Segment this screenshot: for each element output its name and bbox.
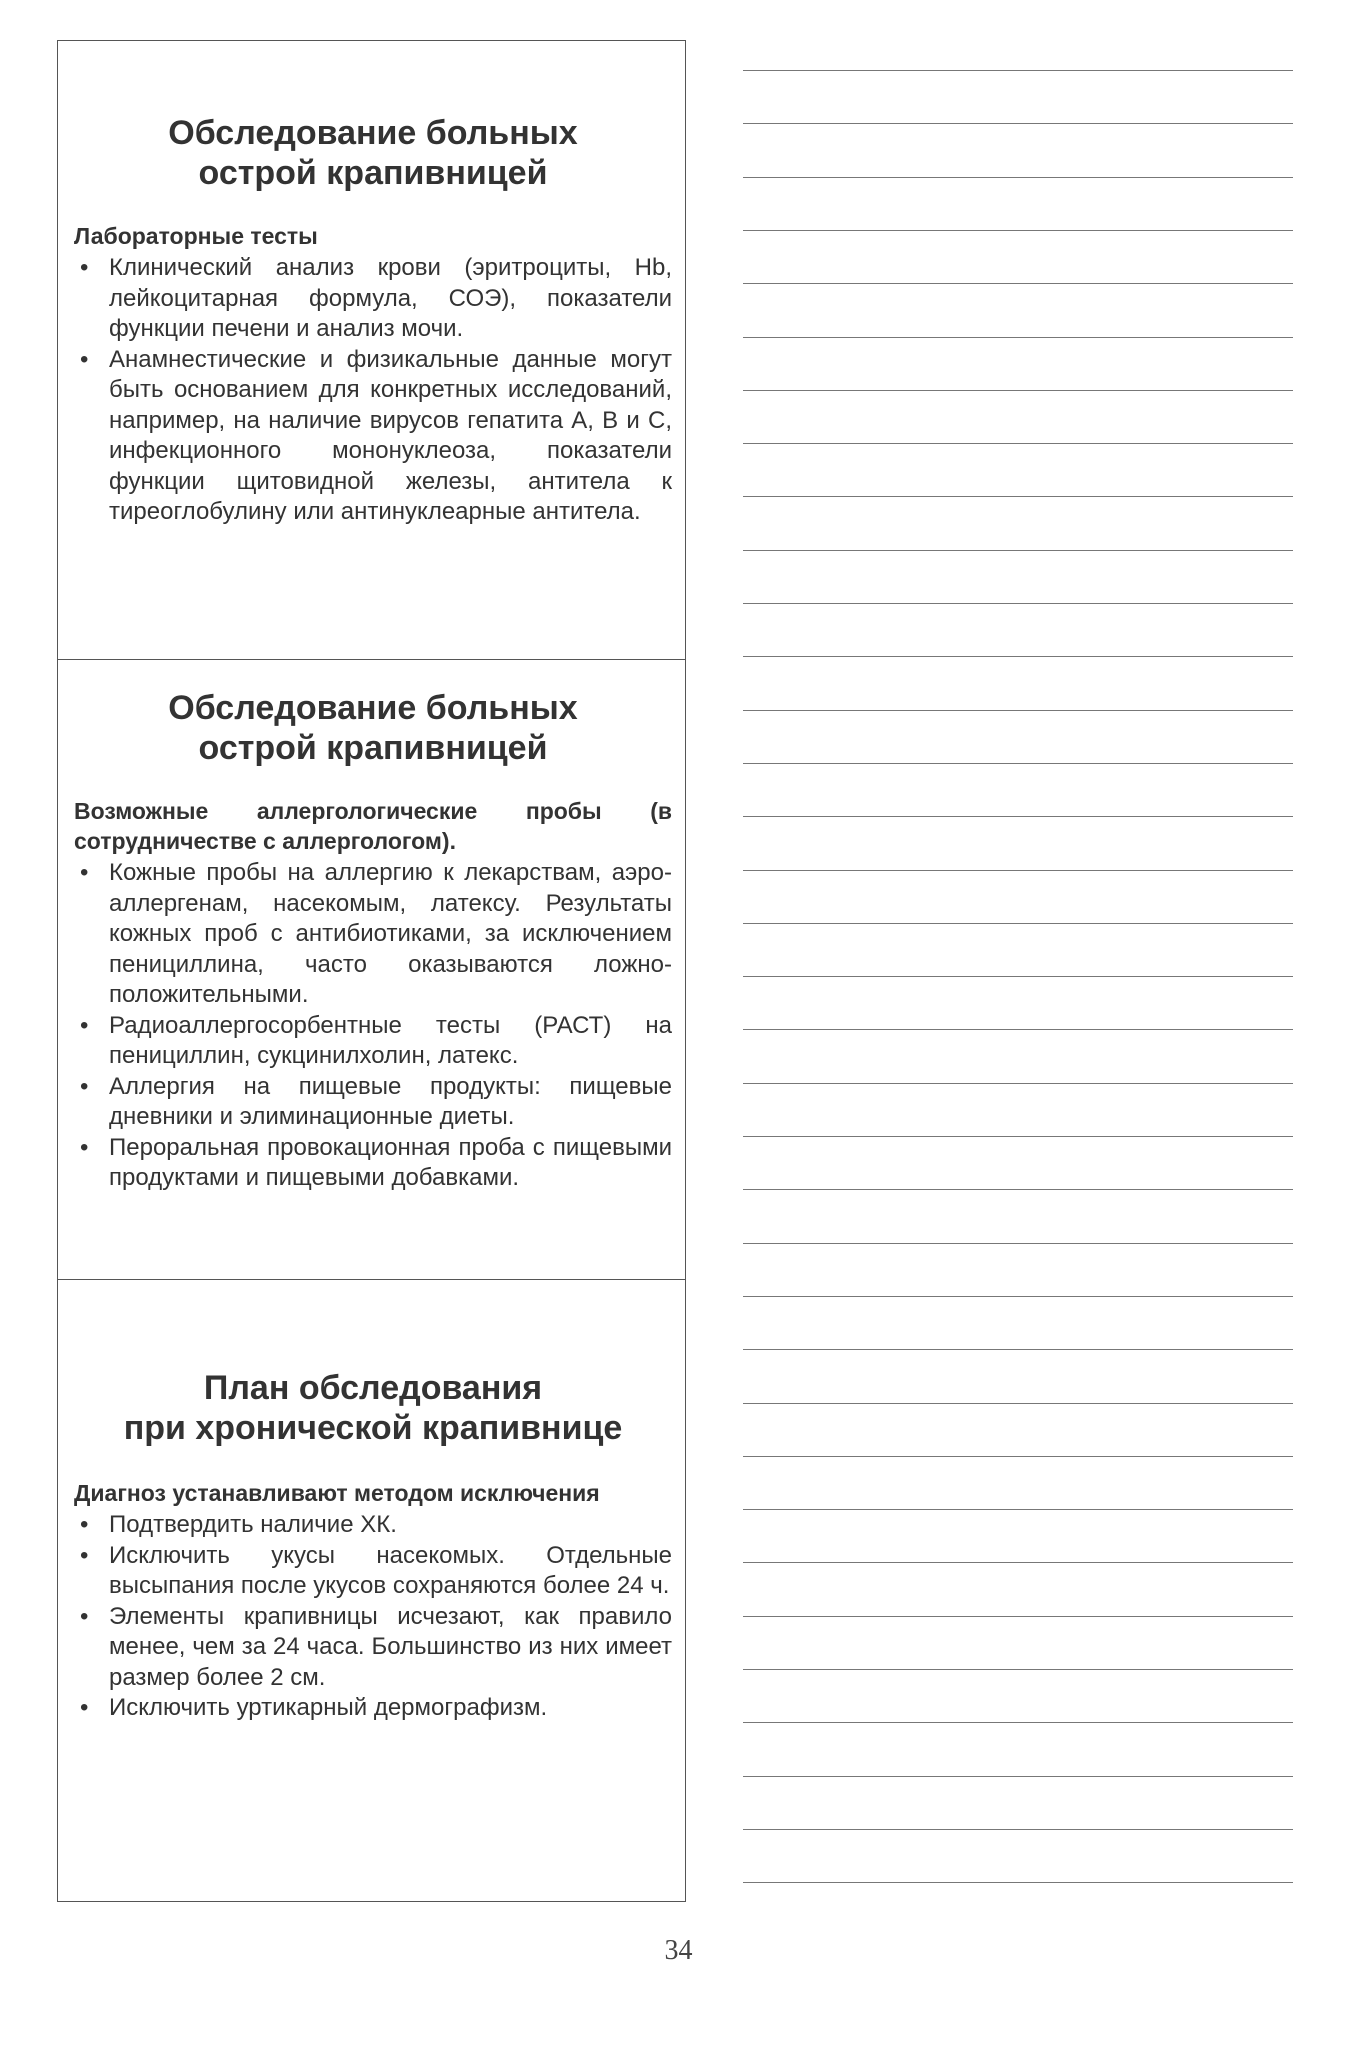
note-line bbox=[743, 976, 1293, 977]
note-line bbox=[743, 1029, 1293, 1030]
bullet-list bbox=[74, 253, 672, 528]
slide-title: Обследование больных острой крапивницей bbox=[168, 689, 578, 767]
note-line bbox=[743, 923, 1293, 924]
bullet-icon: • bbox=[80, 1511, 89, 1538]
note-line bbox=[743, 443, 1293, 444]
list-item bbox=[74, 1133, 672, 1194]
note-line bbox=[743, 70, 1293, 71]
slide-acute-urticaria-allergy-tests bbox=[58, 659, 685, 1279]
bullet-icon: • bbox=[80, 1133, 89, 1161]
note-line bbox=[743, 1616, 1293, 1617]
slides-column bbox=[57, 40, 686, 1902]
note-line bbox=[743, 1296, 1293, 1297]
note-line bbox=[743, 763, 1293, 764]
note-line bbox=[743, 550, 1293, 551]
list-item-text: Пероральная провокационная проба с пищевыми продуктами и пищевыми добавками. bbox=[109, 1133, 672, 1191]
note-line bbox=[743, 1243, 1293, 1244]
note-line bbox=[743, 603, 1293, 604]
note-line bbox=[743, 496, 1293, 497]
notes-lines bbox=[743, 0, 1293, 1900]
slide-title: Обследование больных острой крапивницей bbox=[168, 114, 578, 192]
bullet-icon: • bbox=[80, 1011, 89, 1039]
slide-subtitle: Диагноз устанавливают методом исключения bbox=[74, 1480, 600, 1506]
list-item bbox=[74, 1510, 672, 1541]
note-line bbox=[743, 283, 1293, 284]
note-line bbox=[743, 710, 1293, 711]
note-line bbox=[743, 123, 1293, 124]
list-item-text: Клинический анализ крови (эритроциты, Hb, лейкоцитарная формула, СОЭ), показатели функции печени и анализ мочи. bbox=[109, 254, 672, 342]
note-line bbox=[743, 1403, 1293, 1404]
bullet-list bbox=[74, 1510, 672, 1724]
note-line bbox=[743, 1562, 1293, 1563]
note-line bbox=[743, 1722, 1293, 1723]
note-line bbox=[743, 870, 1293, 871]
bullet-list bbox=[74, 858, 672, 1194]
slide-title: План обследования при хронической крапивнице bbox=[123, 1369, 623, 1447]
list-item bbox=[74, 858, 672, 1011]
bullet-icon: • bbox=[80, 254, 89, 281]
note-line bbox=[743, 337, 1293, 338]
page-number: 34 bbox=[664, 1935, 693, 1966]
list-item-text: Кожные пробы на аллергию к лекарствам, аэро-аллергенам, насекомым, латексу. Результаты кожных проб с антибиотиками, за исключением пенициллина, часто оказываются ложно-положительными. bbox=[109, 859, 672, 1008]
slide-subtitle: Лабораторные тесты bbox=[74, 223, 318, 249]
list-item-text: Исключить укусы насекомых. Отдельные высыпания после укусов сохраняются более 24 ч. bbox=[109, 1541, 672, 1599]
note-line bbox=[743, 1189, 1293, 1190]
note-line bbox=[743, 1669, 1293, 1670]
note-line bbox=[743, 1083, 1293, 1084]
list-item-text: Радиоаллергосорбентные тесты (РАСТ) на пенициллин, сукцинилхолин, латекс. bbox=[109, 1011, 672, 1069]
bullet-icon: • bbox=[80, 345, 89, 373]
bullet-icon: • bbox=[80, 859, 89, 886]
list-item-text: Аллергия на пищевые продукты: пищевые дневники и элиминационные диеты. bbox=[109, 1072, 672, 1130]
note-line bbox=[743, 1136, 1293, 1137]
note-line bbox=[743, 1456, 1293, 1457]
list-item bbox=[74, 1602, 672, 1694]
note-line bbox=[743, 1829, 1293, 1830]
list-item bbox=[74, 1541, 672, 1602]
note-line bbox=[743, 230, 1293, 231]
note-line bbox=[743, 177, 1293, 178]
list-item-text: Исключить уртикарный дермографизм. bbox=[109, 1694, 548, 1721]
note-line bbox=[743, 1776, 1293, 1777]
list-item bbox=[74, 1693, 672, 1724]
list-item bbox=[74, 1011, 672, 1072]
note-line bbox=[743, 390, 1293, 391]
note-line bbox=[743, 1509, 1293, 1510]
note-line bbox=[743, 1882, 1293, 1883]
bullet-icon: • bbox=[80, 1602, 89, 1630]
list-item-text: Анамнестические и физикальные данные могут быть основанием для конкретных исследований, например, на наличие вирусов гепатита А, В и С, инфекционного мононуклеоза, показатели функции щитовидной железы, антитела к тиреоглобулину или антинуклеарные антитела. bbox=[109, 345, 672, 525]
bullet-icon: • bbox=[80, 1541, 89, 1569]
note-line bbox=[743, 816, 1293, 817]
list-item bbox=[74, 345, 672, 528]
slide-subtitle: Возможные аллергологические пробы (в сотрудничестве с аллергологом). bbox=[74, 798, 672, 854]
bullet-icon: • bbox=[80, 1072, 89, 1100]
list-item bbox=[74, 253, 672, 345]
list-item-text: Элементы крапивницы исчезают, как правило менее, чем за 24 часа. Большинство из них имеет размер более 2 см. bbox=[109, 1602, 672, 1691]
list-item bbox=[74, 1072, 672, 1133]
list-item-text: Подтвердить наличие ХК. bbox=[109, 1511, 397, 1538]
note-line bbox=[743, 656, 1293, 657]
slide-chronic-urticaria-plan bbox=[58, 1279, 685, 1901]
bullet-icon: • bbox=[80, 1694, 89, 1721]
note-line bbox=[743, 1349, 1293, 1350]
slide-acute-urticaria-lab-tests bbox=[58, 41, 685, 659]
